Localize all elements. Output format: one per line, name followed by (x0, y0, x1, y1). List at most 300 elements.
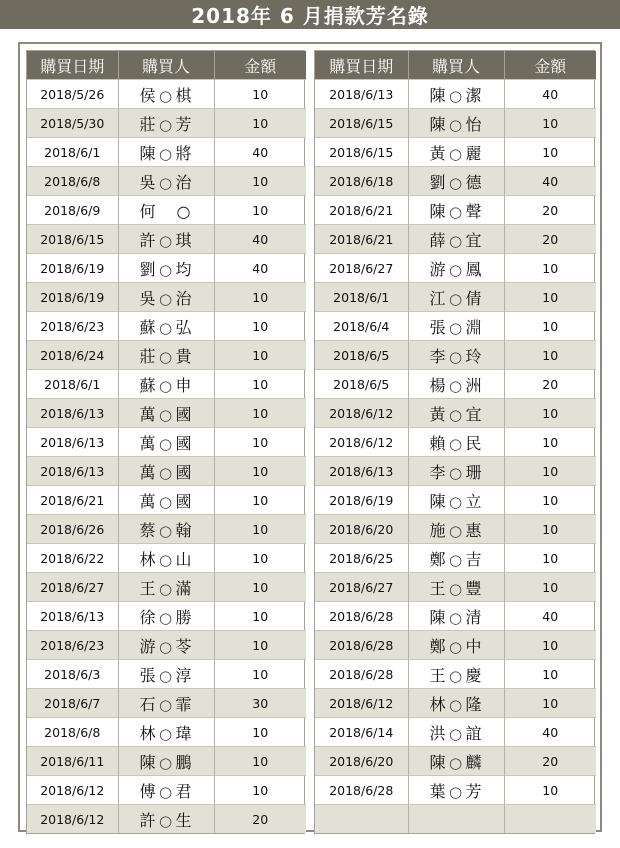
table-row (315, 370, 596, 399)
buyer-surname: 陳 (139, 752, 157, 772)
right-donation-table (315, 51, 596, 833)
buyer-surname: 蘇 (139, 317, 157, 337)
buyer-surname: 吳 (139, 172, 157, 192)
amount-cell: 10 (214, 399, 306, 428)
amount-cell: 10 (214, 428, 306, 457)
date-cell: 2018/6/19 (27, 283, 118, 312)
table-row (27, 80, 306, 109)
table-row (27, 776, 306, 805)
buyer-given: 勝 (175, 607, 193, 627)
buyer-mark: ○ (448, 492, 464, 511)
buyer-given: 豐 (465, 578, 483, 598)
buyer-given: 瑋 (175, 723, 193, 743)
buyer-cell (118, 254, 214, 283)
table-row (27, 312, 306, 341)
amount-cell: 10 (214, 573, 306, 602)
buyer-cell (118, 718, 214, 747)
amount-cell: 10 (504, 138, 596, 167)
buyer-given: 淵 (465, 317, 483, 337)
right-header-row (315, 51, 596, 80)
buyer-cell (118, 225, 214, 254)
amount-cell: 10 (504, 254, 596, 283)
date-cell: 2018/6/12 (315, 428, 408, 457)
buyer-cell (118, 196, 214, 225)
date-cell: 2018/6/5 (315, 341, 408, 370)
buyer-mark: ○ (448, 608, 464, 627)
buyer-cell (408, 399, 504, 428)
table-row (315, 428, 596, 457)
buyer-cell (118, 544, 214, 573)
buyer-surname: 賴 (429, 433, 447, 453)
amount-cell: 10 (214, 747, 306, 776)
amount-cell: 10 (504, 776, 596, 805)
buyer-cell (408, 341, 504, 370)
buyer-given: 棋 (175, 85, 193, 105)
buyer-given: 麟 (465, 752, 483, 772)
buyer-cell (118, 370, 214, 399)
buyer-cell (408, 689, 504, 718)
buyer-cell (118, 486, 214, 515)
buyer-surname: 黃 (429, 404, 447, 424)
buyer-surname: 鄭 (429, 549, 447, 569)
amount-cell: 40 (214, 138, 306, 167)
buyer-surname: 游 (429, 259, 447, 279)
buyer-cell (408, 457, 504, 486)
buyer-given: 隆 (465, 694, 483, 714)
buyer-surname: 陳 (429, 607, 447, 627)
buyer-given: 民 (465, 433, 483, 453)
date-cell: 2018/6/28 (315, 631, 408, 660)
buyer-mark: ○ (158, 695, 174, 714)
amount-cell: 10 (504, 312, 596, 341)
table-row (315, 167, 596, 196)
buyer-given: 翰 (175, 520, 193, 540)
buyer-mark: ○ (158, 579, 174, 598)
buyer-cell (408, 167, 504, 196)
buyer-mark: ○ (158, 811, 174, 830)
buyer-cell (118, 776, 214, 805)
buyer-given: 珊 (465, 462, 483, 482)
date-cell: 2018/6/26 (27, 515, 118, 544)
date-cell: 2018/6/25 (315, 544, 408, 573)
buyer-mark: ○ (448, 695, 464, 714)
buyer-surname: 洪 (429, 723, 447, 743)
amount-cell: 10 (214, 283, 306, 312)
buyer-cell (408, 805, 504, 834)
table-row (27, 341, 306, 370)
buyer-given: 惠 (465, 520, 483, 540)
amount-cell: 10 (214, 631, 306, 660)
right-panel (314, 50, 595, 834)
date-cell: 2018/6/14 (315, 718, 408, 747)
buyer-mark: ○ (158, 666, 174, 685)
amount-cell: 10 (504, 109, 596, 138)
date-cell: 2018/6/13 (27, 428, 118, 457)
amount-cell: 40 (214, 254, 306, 283)
buyer-cell (408, 138, 504, 167)
amount-cell: 10 (504, 457, 596, 486)
buyer-given: 清 (465, 607, 483, 627)
date-cell: 2018/6/13 (27, 457, 118, 486)
amount-cell: 20 (504, 225, 596, 254)
buyer-surname: 王 (429, 578, 447, 598)
date-cell: 2018/5/26 (27, 80, 118, 109)
table-row (315, 254, 596, 283)
buyer-cell (118, 515, 214, 544)
buyer-given: 君 (175, 781, 193, 801)
date-cell: 2018/6/12 (27, 805, 118, 834)
left-table-body (27, 80, 306, 834)
buyer-mark: ○ (158, 608, 174, 627)
table-row (27, 718, 306, 747)
buyer-given: 國 (175, 404, 193, 424)
amount-cell: 10 (504, 283, 596, 312)
buyer-surname: 薛 (429, 230, 447, 250)
buyer-surname: 莊 (139, 114, 157, 134)
table-row (27, 631, 306, 660)
buyer-surname: 張 (139, 665, 157, 685)
buyer-mark: ○ (448, 753, 464, 772)
buyer-given: 鵬 (175, 752, 193, 772)
table-row (315, 718, 596, 747)
date-cell: 2018/6/7 (27, 689, 118, 718)
buyer-cell (408, 776, 504, 805)
table-row (315, 776, 596, 805)
table-row (315, 138, 596, 167)
date-cell: 2018/6/28 (315, 776, 408, 805)
date-cell: 2018/6/27 (315, 573, 408, 602)
buyer-surname: 蘇 (139, 375, 157, 395)
amount-cell: 10 (504, 428, 596, 457)
table-row (27, 660, 306, 689)
amount-cell: 10 (214, 486, 306, 515)
buyer-cell (118, 312, 214, 341)
buyer-cell (118, 747, 214, 776)
buyer-mark: ○ (158, 173, 174, 192)
date-cell: 2018/6/23 (27, 631, 118, 660)
date-cell: 2018/5/30 (27, 109, 118, 138)
header-amount: 金額 (214, 51, 306, 80)
buyer-mark: ○ (158, 115, 174, 134)
amount-cell: 40 (214, 225, 306, 254)
table-row (27, 573, 306, 602)
buyer-surname: 李 (429, 346, 447, 366)
buyer-cell (408, 486, 504, 515)
buyer-cell (408, 718, 504, 747)
table-row (315, 80, 596, 109)
buyer-surname: 石 (139, 694, 157, 714)
table-row (27, 225, 306, 254)
date-cell: 2018/6/28 (315, 660, 408, 689)
date-cell: 2018/6/3 (27, 660, 118, 689)
buyer-given: 國 (175, 491, 193, 511)
buyer-surname: 劉 (429, 172, 447, 192)
header-date: 購買日期 (27, 51, 118, 80)
date-cell: 2018/6/15 (27, 225, 118, 254)
amount-cell: 40 (504, 167, 596, 196)
table-row (315, 312, 596, 341)
amount-cell: 10 (214, 660, 306, 689)
buyer-cell (408, 109, 504, 138)
date-cell: 2018/6/23 (27, 312, 118, 341)
buyer-mark: ○ (158, 521, 174, 540)
buyer-given: 將 (175, 143, 193, 163)
buyer-surname: 何 (139, 201, 157, 221)
buyer-cell (408, 515, 504, 544)
amount-cell: 40 (504, 602, 596, 631)
table-row (27, 515, 306, 544)
table-row (27, 689, 306, 718)
amount-cell: 30 (214, 689, 306, 718)
table-row (315, 457, 596, 486)
buyer-surname: 王 (139, 578, 157, 598)
buyer-cell (408, 254, 504, 283)
amount-cell: 10 (504, 486, 596, 515)
amount-cell: 10 (214, 196, 306, 225)
title-text: 2018年 6 月捐款芳名錄 (191, 4, 429, 28)
buyer-surname: 林 (429, 694, 447, 714)
date-cell: 2018/6/13 (315, 80, 408, 109)
buyer-surname: 蔡 (139, 520, 157, 540)
table-row (27, 544, 306, 573)
buyer-mark: ○ (448, 434, 464, 453)
donor-list-frame (18, 42, 602, 832)
date-cell: 2018/6/9 (27, 196, 118, 225)
amount-cell: 10 (214, 602, 306, 631)
date-cell: 2018/6/28 (315, 602, 408, 631)
buyer-mark: ○ (448, 86, 464, 105)
buyer-mark: ○ (448, 202, 464, 221)
buyer-surname: 侯 (139, 85, 157, 105)
table-row (27, 457, 306, 486)
buyer-mark: ○ (158, 492, 174, 511)
buyer-given: 淳 (175, 665, 193, 685)
buyer-mark: ○ (158, 550, 174, 569)
buyer-cell (408, 602, 504, 631)
date-cell: 2018/6/4 (315, 312, 408, 341)
buyer-mark: ○ (448, 405, 464, 424)
buyer-given: 霏 (175, 694, 193, 714)
table-row (27, 602, 306, 631)
date-cell: 2018/6/5 (315, 370, 408, 399)
amount-cell: 20 (214, 805, 306, 834)
buyer-surname: 萬 (139, 491, 157, 511)
date-cell: 2018/6/12 (315, 399, 408, 428)
amount-cell: 10 (504, 631, 596, 660)
table-row (27, 399, 306, 428)
buyer-mark: ○ (158, 260, 174, 279)
amount-cell: 10 (214, 341, 306, 370)
buyer-cell (408, 631, 504, 660)
buyer-given: 潔 (465, 85, 483, 105)
buyer-surname: 游 (139, 636, 157, 656)
header-buyer: 購買人 (118, 51, 214, 80)
buyer-given: 山 (175, 549, 193, 569)
amount-cell: 10 (214, 544, 306, 573)
buyer-mark: ○ (158, 144, 174, 163)
buyer-cell (408, 660, 504, 689)
date-cell: 2018/6/21 (315, 225, 408, 254)
buyer-cell (408, 573, 504, 602)
buyer-cell (118, 660, 214, 689)
table-row (27, 254, 306, 283)
buyer-surname: 吳 (139, 288, 157, 308)
buyer-surname: 林 (139, 723, 157, 743)
buyer-cell (118, 138, 214, 167)
amount-cell: 10 (214, 515, 306, 544)
buyer-mark: ○ (158, 434, 174, 453)
table-row (315, 602, 596, 631)
table-row (27, 196, 306, 225)
buyer-cell (408, 80, 504, 109)
amount-cell: 10 (214, 80, 306, 109)
buyer-cell (118, 805, 214, 834)
left-header-row (27, 51, 306, 80)
buyer-given: 慶 (465, 665, 483, 685)
buyer-given: 國 (175, 462, 193, 482)
date-cell: 2018/6/1 (315, 283, 408, 312)
buyer-given: 中 (465, 636, 483, 656)
amount-cell: 10 (214, 718, 306, 747)
buyer-surname: 李 (429, 462, 447, 482)
buyer-cell (408, 196, 504, 225)
buyer-given: 生 (175, 810, 193, 830)
header-buyer: 購買人 (408, 51, 504, 80)
buyer-surname: 萬 (139, 404, 157, 424)
buyer-given: 貴 (175, 346, 193, 366)
buyer-mark: ○ (448, 724, 464, 743)
buyer-given: 宜 (465, 404, 483, 424)
date-cell: 2018/6/1 (27, 370, 118, 399)
buyer-mark: ○ (448, 782, 464, 801)
buyer-given: ○ (176, 201, 192, 221)
buyer-given: 芳 (175, 114, 193, 134)
table-row (27, 138, 306, 167)
buyer-surname: 葉 (429, 781, 447, 801)
buyer-cell (118, 167, 214, 196)
amount-cell: 40 (504, 718, 596, 747)
table-row (315, 399, 596, 428)
date-cell: 2018/6/27 (27, 573, 118, 602)
date-cell: 2018/6/15 (315, 138, 408, 167)
buyer-given: 鳳 (465, 259, 483, 279)
buyer-given: 申 (175, 375, 193, 395)
buyer-mark: ○ (448, 173, 464, 192)
buyer-mark: ○ (158, 637, 174, 656)
buyer-mark: ○ (158, 753, 174, 772)
buyer-given: 德 (465, 172, 483, 192)
amount-cell (504, 805, 596, 834)
table-row (315, 196, 596, 225)
table-row (315, 747, 596, 776)
buyer-mark: ○ (158, 318, 174, 337)
date-cell (315, 805, 408, 834)
buyer-surname: 鄭 (429, 636, 447, 656)
buyer-given: 宜 (465, 230, 483, 250)
buyer-surname: 江 (429, 288, 447, 308)
table-row (315, 341, 596, 370)
table-row (315, 544, 596, 573)
table-row (315, 660, 596, 689)
buyer-mark: ○ (448, 550, 464, 569)
buyer-mark: ○ (448, 231, 464, 250)
buyer-given: 治 (175, 172, 193, 192)
buyer-given: 倩 (465, 288, 483, 308)
buyer-cell (408, 370, 504, 399)
buyer-mark: ○ (448, 347, 464, 366)
header-date: 購買日期 (315, 51, 408, 80)
table-row (27, 370, 306, 399)
table-row (27, 109, 306, 138)
date-cell: 2018/6/15 (315, 109, 408, 138)
left-donation-table (27, 51, 306, 833)
buyer-mark: ○ (158, 405, 174, 424)
date-cell: 2018/6/1 (27, 138, 118, 167)
amount-cell: 10 (504, 689, 596, 718)
date-cell: 2018/6/20 (315, 747, 408, 776)
buyer-surname: 黃 (429, 143, 447, 163)
date-cell: 2018/6/12 (315, 689, 408, 718)
buyer-surname: 張 (429, 317, 447, 337)
buyer-cell (118, 457, 214, 486)
buyer-given: 琪 (175, 230, 193, 250)
buyer-given: 吉 (465, 549, 483, 569)
buyer-cell (408, 225, 504, 254)
buyer-mark: ○ (448, 666, 464, 685)
date-cell: 2018/6/24 (27, 341, 118, 370)
buyer-surname: 陳 (429, 114, 447, 134)
buyer-given: 立 (465, 491, 483, 511)
date-cell: 2018/6/8 (27, 167, 118, 196)
buyer-cell (118, 602, 214, 631)
right-table-body (315, 80, 596, 834)
table-row (315, 486, 596, 515)
buyer-cell (118, 428, 214, 457)
buyer-surname: 徐 (139, 607, 157, 627)
buyer-mark: ○ (448, 637, 464, 656)
amount-cell: 20 (504, 196, 596, 225)
date-cell: 2018/6/19 (27, 254, 118, 283)
buyer-mark: ○ (448, 521, 464, 540)
buyer-given: 麗 (465, 143, 483, 163)
buyer-given: 苓 (175, 636, 193, 656)
buyer-surname: 林 (139, 549, 157, 569)
table-row (27, 486, 306, 515)
table-row (315, 631, 596, 660)
buyer-cell (118, 631, 214, 660)
left-panel (26, 50, 305, 834)
buyer-mark: ○ (448, 579, 464, 598)
date-cell: 2018/6/13 (315, 457, 408, 486)
date-cell: 2018/6/11 (27, 747, 118, 776)
buyer-cell (408, 312, 504, 341)
header-amount: 金額 (504, 51, 596, 80)
buyer-surname: 王 (429, 665, 447, 685)
date-cell: 2018/6/13 (27, 602, 118, 631)
buyer-cell (118, 341, 214, 370)
buyer-surname: 陳 (429, 491, 447, 511)
date-cell: 2018/6/21 (27, 486, 118, 515)
buyer-cell (118, 399, 214, 428)
buyer-cell (408, 283, 504, 312)
buyer-mark: ○ (158, 724, 174, 743)
date-cell: 2018/6/12 (27, 776, 118, 805)
table-row (315, 515, 596, 544)
buyer-given: 怡 (465, 114, 483, 134)
buyer-cell (408, 428, 504, 457)
buyer-cell (118, 573, 214, 602)
table-row (315, 225, 596, 254)
